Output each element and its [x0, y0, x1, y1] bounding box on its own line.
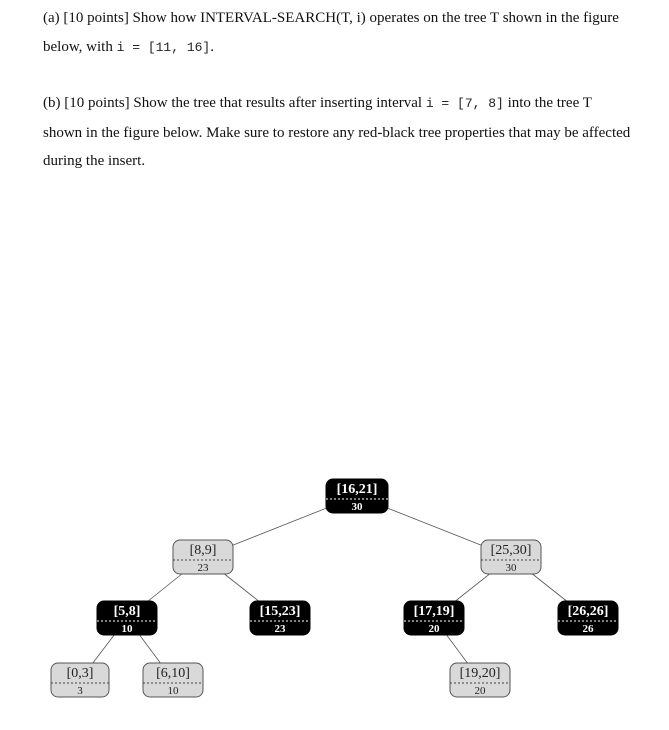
- tree-node-interval: [17,19]: [413, 604, 455, 619]
- tree-node: [404, 601, 464, 635]
- tree-node-interval: [26,26]: [567, 604, 609, 619]
- tree-node: [173, 540, 233, 574]
- tree-node: [97, 601, 157, 635]
- tree-node: [558, 601, 618, 635]
- tree-node-max: 10: [167, 685, 179, 697]
- tree-node-interval: [8,9]: [189, 543, 217, 558]
- tree-node-interval: [15,23]: [259, 604, 301, 619]
- question-b-interval-code: i = [7, 8]: [425, 96, 504, 111]
- tree-node: [326, 479, 388, 513]
- tree-node-max: 30: [505, 562, 517, 574]
- tree-node-interval: [25,30]: [490, 543, 532, 558]
- tree-node: [51, 663, 109, 697]
- tree-node: [450, 663, 510, 697]
- tree-node-max: 3: [77, 685, 83, 697]
- tree-node-interval: [19,20]: [459, 666, 501, 681]
- tree-nodes: [51, 479, 618, 697]
- tree-node-max: 10: [121, 623, 133, 635]
- tree-node-max: 30: [351, 501, 363, 513]
- tree-node: [143, 663, 203, 697]
- tree-node-interval: [16,21]: [336, 482, 378, 497]
- tree-node-max: 26: [582, 623, 594, 635]
- question-a-period: .: [210, 38, 214, 55]
- tree-node-max: 20: [474, 685, 486, 697]
- tree-node-max: 23: [274, 623, 286, 635]
- question-b-text: (b) [10 points] Show the tree that results after inserting interval: [43, 95, 426, 111]
- tree-node-interval: [5,8]: [113, 604, 141, 619]
- tree-node: [481, 540, 541, 574]
- tree-node: [250, 601, 310, 635]
- tree-node-max: 20: [428, 623, 440, 635]
- question-a-interval-code: i = [11, 16]: [116, 39, 211, 55]
- tree-node-interval: [0,3]: [66, 666, 94, 681]
- tree-node-interval: [6,10]: [156, 666, 190, 681]
- question-a-text: (a) [10 points] Show how INTERVAL-SEARCH(T, i) operates on the tree T shown in the figure below, with: [43, 10, 619, 55]
- tree-edges: [80, 496, 588, 680]
- question-b-rest: into the tree T shown in the figure below. Make sure to restore any red-black tree properties that may be affected during the insert.: [43, 95, 631, 169]
- tree-node-max: 23: [197, 562, 209, 574]
